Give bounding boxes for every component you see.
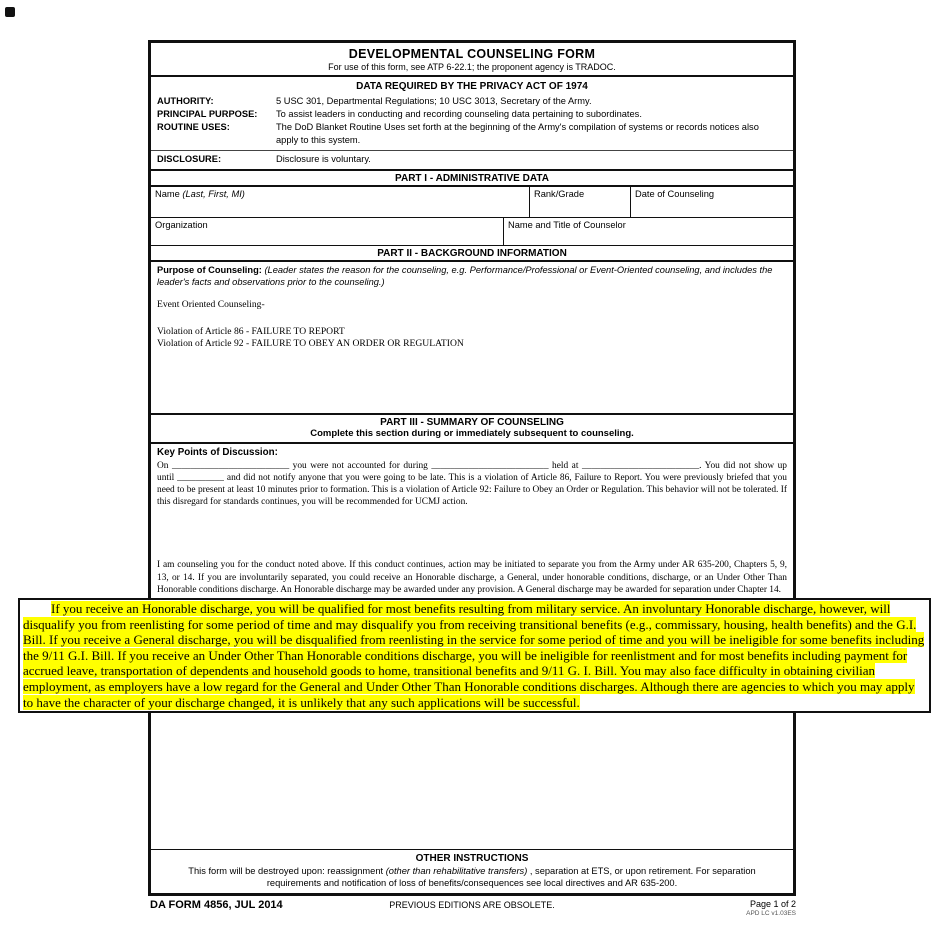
- footer-right: [746, 899, 796, 917]
- disclosure-label: DISCLOSURE:: [157, 154, 222, 164]
- routine-uses-value: The DoD Blanket Routine Uses set forth at the beginning of the Army's compilation of systems or records notices also apply to this system.: [276, 122, 759, 145]
- purpose-entry-article92: Violation of Article 92 - FAILURE TO OBEY AN ORDER OR REGULATION: [157, 338, 464, 349]
- principal-purpose-label: PRINCIPAL PURPOSE:: [157, 109, 258, 119]
- separation-warning-paragraph: I am counseling you for the conduct noted above. If this conduct continues, action may be initiated to separate you from the Army under AR 635-200, Chapters 5, 9, 13, or 14. If you are involuntarily separated, you could receive an Honorable discharge, a General, under honorable conditions, discharge, or an Under Other Than Honorable conditions discharge. An Honorable discharge may be awarded under any provision. A General discharge may be awarded for separation under Chapter 14.: [157, 560, 787, 595]
- purpose-hint: (Leader states the reason for the counseling, e.g. Performance/Professional or Event-Oriented counseling, and includes the leader's facts and observations prior to the counseling.): [157, 265, 773, 287]
- routine-uses-label: ROUTINE USES:: [157, 122, 230, 132]
- scan-corner-artifact: [5, 7, 15, 17]
- date-of-counseling-field[interactable]: [630, 187, 793, 217]
- form-title: DEVELOPMENTAL COUNSELING FORM: [348, 47, 596, 61]
- form-number: DA FORM 4856, JUL 2014: [150, 899, 283, 911]
- purpose-entry-article86: Violation of Article 86 - FAILURE TO REPORT: [157, 325, 345, 337]
- key-points-label: Key Points of Discussion:: [157, 447, 278, 458]
- part1-row-organization: [151, 218, 793, 246]
- part1-header: PART I - ADMINISTRATIVE DATA: [151, 171, 793, 187]
- other-instructions-text-post: , separation at ETS, or upon retirement. For separation requirements and notification of loss of benefits/consequences see local directives and AR 635-200.: [266, 866, 756, 888]
- apd-version: APD LC v1.03ES: [746, 910, 796, 917]
- highlighted-text: If you receive an Honorable discharge, you will be qualified for most benefits resulting from military service. An involuntary Honorable discharge, however, will disqualify you from reenlisting for some period of time and may disqualify you from receiving transitional benefits (e.g., commissary, housing, health benefits) and the G.I. Bill. If you receive a General discharge, you will be disqualified from reenlisting in the service for some period of time and you will be ineligible for some benefits including the 9/11 G.I. Bill. If you receive an Under Other Than Honorable conditions discharge, you will be ineligible for reenlistment and for most benefits including payment for accrued leave, transportation of dependents and household goods to home, transitional benefits and 9/11 G. I. Bill. You may also face difficulty in obtaining civilian employment, as employers have a low regard for the General and Under Other Than Honorable conditions discharges. Although there are agencies to which you may apply to have the character of your discharge changed, it is unlikely that any such applications will be successful.: [23, 601, 925, 710]
- part2-header: PART II - BACKGROUND INFORMATION: [151, 246, 793, 262]
- other-instructions-text-italic: (other than rehabilitative transfers): [385, 866, 528, 876]
- counselor-field[interactable]: [503, 218, 793, 245]
- key-points-paragraph: On _________________________ you were not accounted for during _________________________ held at _________________________. You did not show up until __________ and did not notify anyone that you were going to be late. This is a violation of Article 86, Failure to Report. You were previously briefed that you need to be present at least 10 minutes prior to formation. This is a violation of Article 92: Failure to Obey an Order or Regulation. This behavior will not be tolerated. If this disregard for standards continues, you will be recommended for UCMJ action.: [157, 461, 787, 507]
- highlighted-paragraph: [23, 601, 926, 710]
- principal-purpose-value: To assist leaders in conducting and recording counseling data pertaining to subordinates.: [276, 109, 642, 119]
- other-instructions-text-pre: This form will be destroyed upon: reassignment: [188, 866, 386, 876]
- highlighted-discharge-consequences-box: [18, 598, 931, 713]
- part1-row-name: [151, 187, 793, 218]
- rank-grade-field[interactable]: [529, 187, 630, 217]
- rank-grade-label: Rank/Grade: [534, 189, 585, 199]
- page-footer: [148, 899, 796, 929]
- privacy-divider: [151, 150, 793, 151]
- other-instructions-section: [151, 849, 793, 893]
- privacy-row-routine-uses: [151, 121, 793, 147]
- name-field[interactable]: [151, 187, 529, 217]
- disclosure-value: Disclosure is voluntary.: [276, 154, 371, 164]
- authority-value: 5 USC 301, Departmental Regulations; 10 USC 3013, Secretary of the Army.: [276, 96, 592, 106]
- purpose-entry-type: Event Oriented Counseling-: [157, 299, 265, 310]
- page-number: Page 1 of 2: [749, 899, 796, 909]
- date-of-counseling-label: Date of Counseling: [635, 189, 715, 199]
- counselor-label: Name and Title of Counselor: [508, 220, 626, 230]
- title-block: [151, 43, 793, 77]
- name-label: Name: [155, 189, 180, 199]
- privacy-row-authority: [151, 95, 793, 108]
- privacy-act-header: DATA REQUIRED BY THE PRIVACY ACT OF 1974: [356, 81, 588, 92]
- part3-header: PART III - SUMMARY OF COUNSELING: [380, 417, 564, 428]
- purpose-label: Purpose of Counseling:: [157, 265, 262, 275]
- privacy-row-disclosure: [151, 153, 793, 166]
- other-instructions-text: [161, 865, 783, 889]
- part3-header-bar: [151, 415, 793, 444]
- other-instructions-header: OTHER INSTRUCTIONS: [415, 853, 529, 864]
- part3-subheader: Complete this section during or immediately subsequent to counseling.: [310, 428, 634, 439]
- privacy-act-section: [151, 77, 793, 171]
- previous-editions-note: PREVIOUS EDITIONS ARE OBSOLETE.: [389, 900, 555, 910]
- organization-label: Organization: [155, 220, 208, 230]
- form-page: [148, 40, 796, 896]
- authority-label: AUTHORITY:: [157, 96, 214, 106]
- form-subtitle: For use of this form, see ATP 6-22.1; the proponent agency is TRADOC.: [328, 62, 616, 72]
- organization-field[interactable]: [151, 218, 503, 245]
- privacy-row-principal-purpose: [151, 108, 793, 121]
- name-hint: (Last, First, MI): [182, 189, 245, 199]
- purpose-of-counseling-box[interactable]: [151, 262, 793, 415]
